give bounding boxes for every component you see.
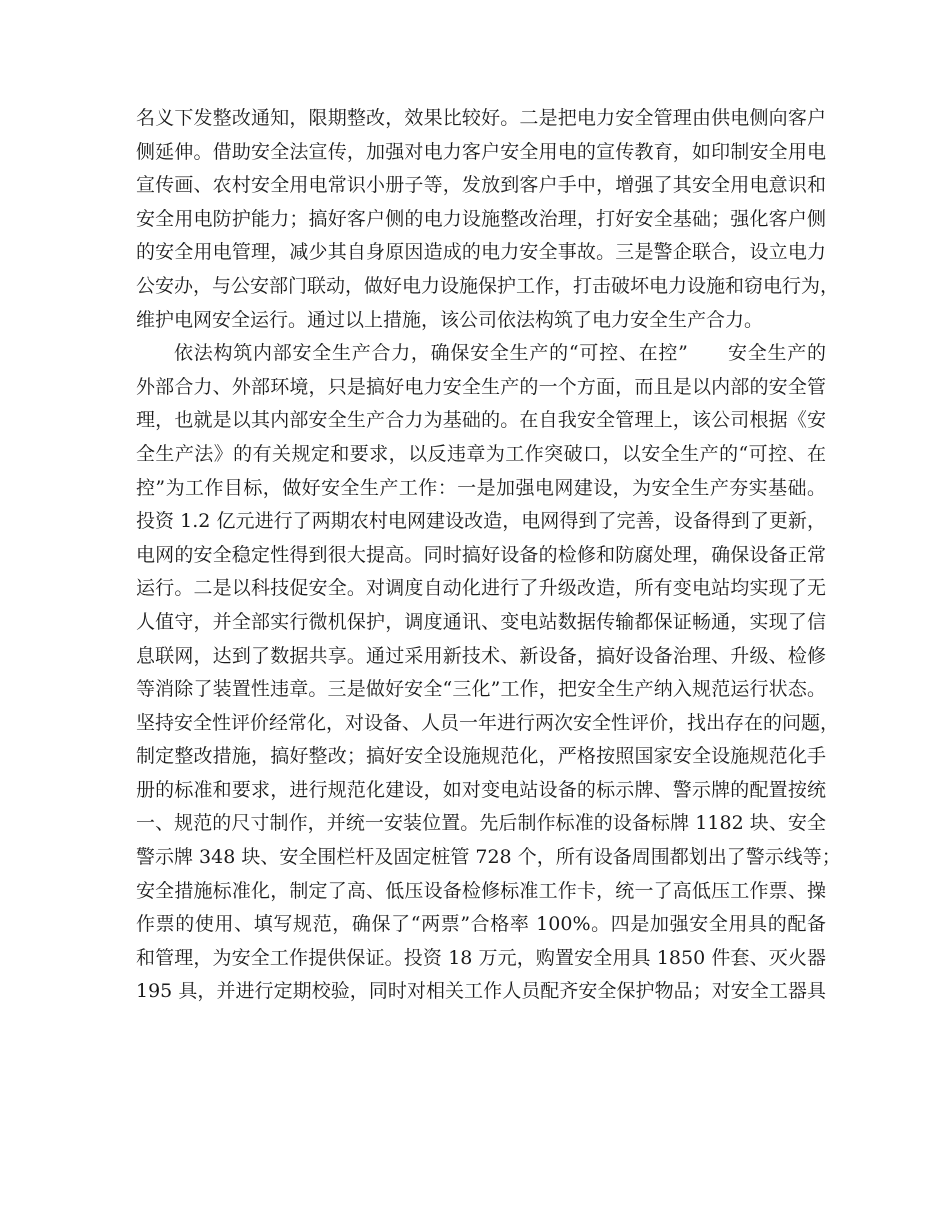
text-line: 依法构筑内部安全生产合力，确保安全生产的“可控、在控” 安全生产的 xyxy=(174,342,826,365)
text-line: 坚持安全性评价经常化，对设备、人员一年进行两次安全性评价，找出存在的问题， xyxy=(136,711,840,734)
text-line: 理，也就是以其内部安全生产合力为基础的。在自我安全管理上，该公司根据《安 xyxy=(136,409,826,432)
text-line: 侧延伸。借助安全法宣传，加强对电力客户安全用电的宣传教育，如印制安全用电 xyxy=(136,140,826,163)
text-line: 公安办，与公安部门联动，做好电力设施保护工作，打击破坏电力设施和窃电行为， xyxy=(136,274,840,297)
text-line: 册的标准和要求，进行规范化建设，如对变电站设备的标示牌、警示牌的配置按统 xyxy=(136,778,826,801)
text-line: 电网的安全稳定性得到很大提高。同时搞好设备的检修和防腐处理，确保设备正常 xyxy=(136,543,826,566)
text-line: 宣传画、农村安全用电常识小册子等，发放到客户手中，增强了其安全用电意识和 xyxy=(136,174,826,197)
text-line: 警示牌 348 块、安全围栏杆及固定桩管 728 个，所有设备周围都划出了警示线等； xyxy=(136,846,841,869)
text-line: 投资 1.2 亿元进行了两期农村电网建设改造，电网得到了完善，设备得到了更新， xyxy=(136,510,826,533)
text-line: 和管理，为安全工作提供保证。投资 18 万元，购置安全用具 1850 件套、灭火器 xyxy=(136,946,826,969)
text-line: 作票的使用、填写规范，确保了“两票”合格率 100%。四是加强安全用具的配备 xyxy=(136,913,826,936)
text-line: 的安全用电管理，减少其自身原因造成的电力安全事故。三是警企联合，设立电力 xyxy=(136,241,826,264)
text-line: 运行。二是以科技促安全。对调度自动化进行了升级改造，所有变电站均实现了无 xyxy=(136,577,826,600)
text-line: 控”为工作目标，做好安全生产工作：一是加强电网建设，为安全生产夯实基础。 xyxy=(136,476,826,499)
text-line: 等消除了装置性违章。三是做好安全“三化”工作，把安全生产纳入规范运行状态。 xyxy=(136,678,826,701)
text-line: 一、规范的尺寸制作，并统一安装位置。先后制作标准的设备标牌 1182 块、安全 xyxy=(136,812,826,835)
text-line: 名义下发整改通知，限期整改，效果比较好。二是把电力安全管理由供电侧向客户 xyxy=(136,107,826,129)
text-line: 人值守，并全部实行微机保护，调度通讯、变电站数据传输都保证畅通，实现了信 xyxy=(136,610,826,633)
body-text xyxy=(136,102,841,1009)
text-line: 制定整改措施，搞好整改；搞好安全设施规范化，严格按照国家安全设施规范化手 xyxy=(136,745,826,768)
text-line: 全生产法》的有关规定和要求，以反违章为工作突破口，以安全生产的“可控、在 xyxy=(136,442,826,465)
text-line: 维护电网安全运行。通过以上措施，该公司依法构筑了电力安全生产合力。 xyxy=(136,308,764,331)
text-line: 195 具，并进行定期校验，同时对相关工作人员配齐安全保护物品；对安全工器具 xyxy=(136,980,826,1003)
text-line: 外部合力、外部环境，只是搞好电力安全生产的一个方面，而且是以内部的安全管 xyxy=(136,375,826,398)
text-line: 安全用电防护能力；搞好客户侧的电力设施整改治理，打好安全基础；强化客户侧 xyxy=(136,207,826,230)
text-line: 安全措施标准化，制定了高、低压设备检修标准工作卡，统一了高低压工作票、操 xyxy=(136,879,826,902)
text-line: 息联网，达到了数据共享。通过采用新技术、新设备，搞好设备治理、升级、检修 xyxy=(136,644,826,667)
